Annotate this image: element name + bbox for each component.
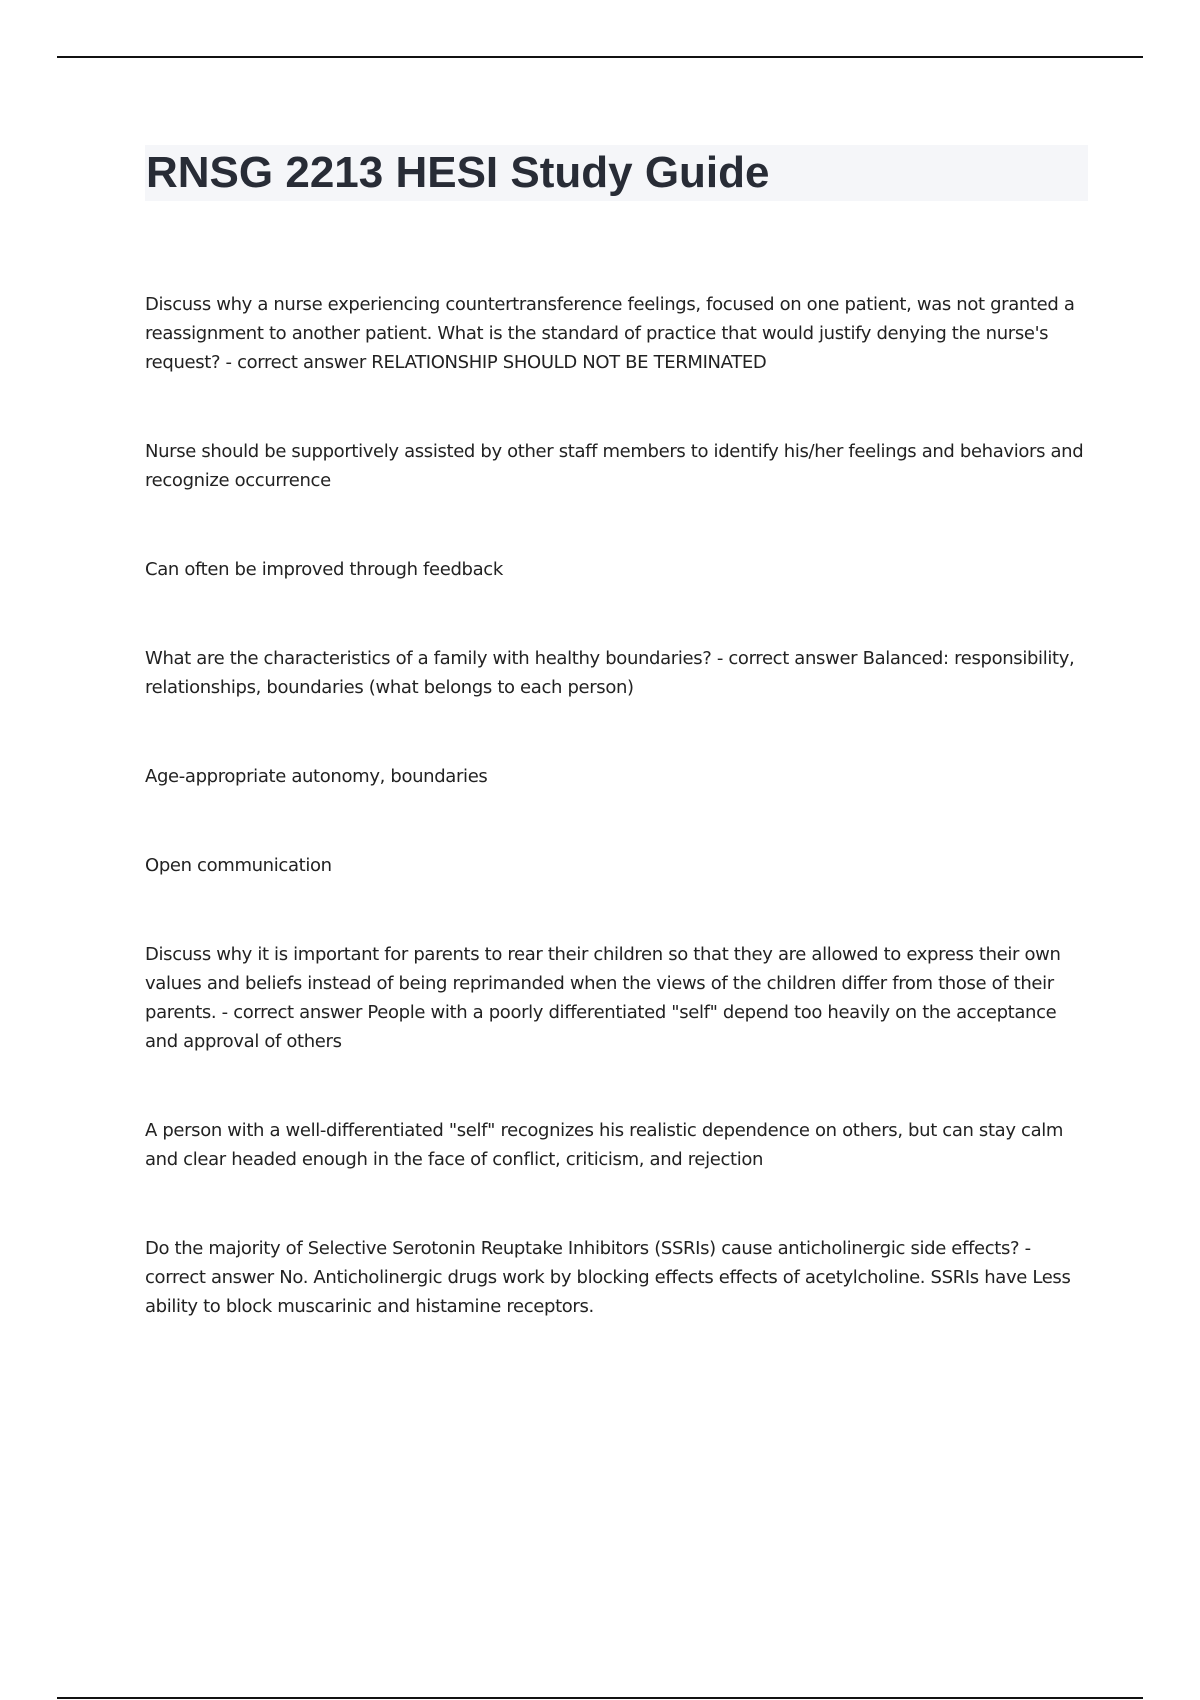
top-rule bbox=[57, 56, 1143, 58]
paragraph-autonomy: Age-appropriate autonomy, boundaries bbox=[145, 766, 488, 787]
paragraph-feedback: Can often be improved through feedback bbox=[145, 559, 503, 580]
paragraph-parents-question: Discuss why it is important for parents to rear their children so that they are allowed to express their own values and beliefs instead of being reprimanded when the views of the children differ from those of their parents. - correct answer People with a poorly differentiated "self" depend too heavily on the acceptance and approval of others bbox=[145, 944, 1061, 1052]
page-title: RNSG 2213 HESI Study Guide bbox=[146, 148, 770, 197]
document-body bbox=[145, 290, 1090, 1381]
paragraph-differentiated-self: A person with a well-differentiated "self" recognizes his realistic dependence on others, but can stay calm and clear headed enough in the face of conflict, criticism, and rejection bbox=[145, 1120, 1064, 1170]
paragraph-healthy-boundaries-question: What are the characteristics of a family with healthy boundaries? - correct answer Balanced: responsibility, relationships, boundaries (what belongs to each person) bbox=[145, 648, 1075, 698]
paragraph-countertransference-question: Discuss why a nurse experiencing countertransference feelings, focused on one patient, was not granted a reassignment to another patient. What is the standard of practice that would justify denying the nurse's request? - correct answer RELATIONSHIP SHOULD NOT BE TERMINATED bbox=[145, 294, 1075, 373]
bottom-rule bbox=[57, 1697, 1143, 1699]
paragraph-open-communication: Open communication bbox=[145, 855, 332, 876]
paragraph-staff-support: Nurse should be supportively assisted by other staff members to identify his/her feelings and behaviors and recognize occurrence bbox=[145, 441, 1084, 491]
paragraph-ssri-question: Do the majority of Selective Serotonin Reuptake Inhibitors (SSRIs) cause anticholinergic side effects? - correct answer No. Anticholinergic drugs work by blocking effects effects of acetylcholine. SSRIs have Less ability to block muscarinic and histamine receptors. bbox=[145, 1238, 1071, 1317]
